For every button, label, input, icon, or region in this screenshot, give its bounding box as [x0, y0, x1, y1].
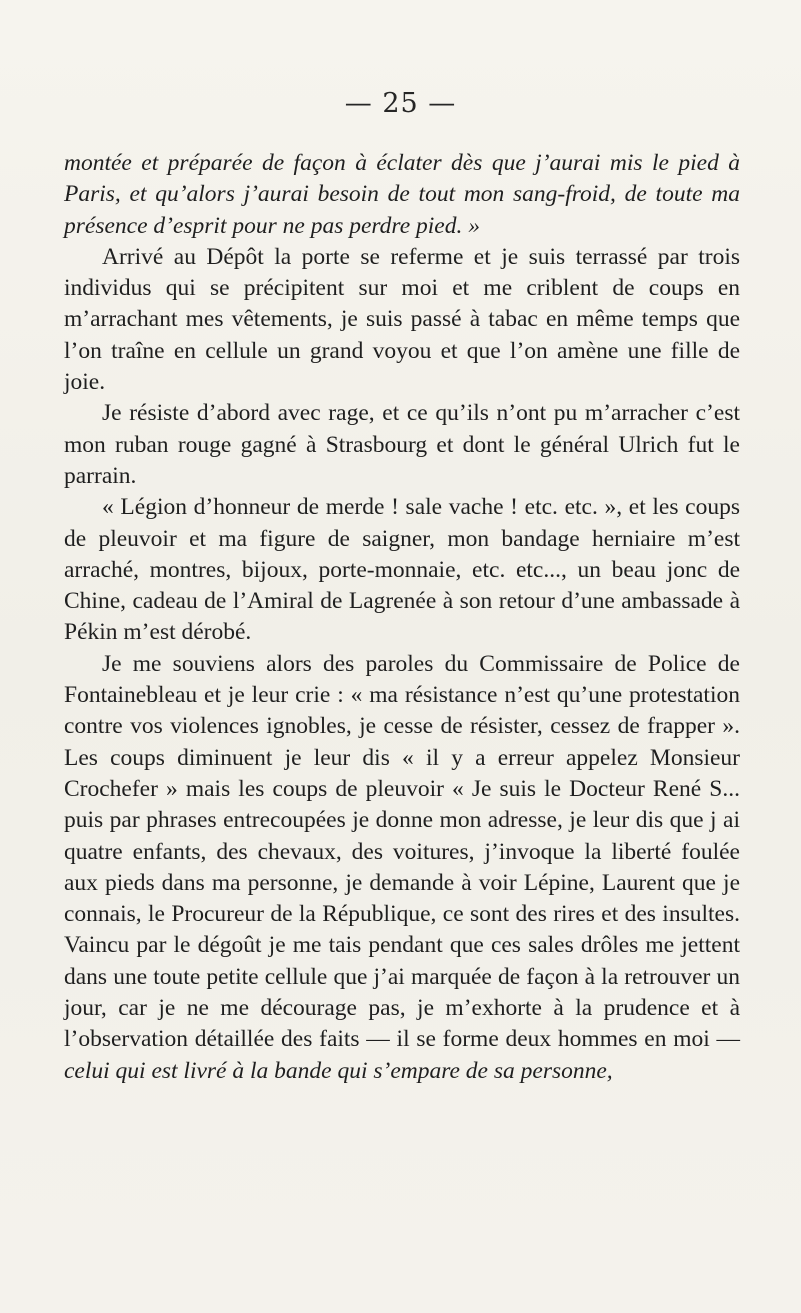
paragraph-3: Je résiste d’abord avec rage, et ce qu’ils n’ont pu m’arracher c’est mon ruban rouge gagné à Strasbourg et dont le général Ulrich fut le parrain.: [64, 400, 740, 489]
paragraph-5-main: Je me souviens alors des paroles du Commissaire de Police de Fontainebleau et je leur crie : « ma résistance n’est qu’une protestation contre vos violences ignobles, je cesse de résister, cessez de frapper ». Les coups diminuent je leur dis « il y a erreur appelez Monsieur Crochefer » mais les coups de pleuvoir « Je suis le Docteur René S... puis par phrases entrecoupées je donne mon adresse, je leur dis que j ai quatre enfants, des chevaux, des voitures, j’invoque la liberté foulée aux pieds dans ma personne, je demande à voir Lépine, Laurent que je connais, le Procureur de la République, ce sont des rires et des insultes. Vaincu par le dégoût je me tais pendant que ces sales drôles me jettent dans une toute petite cellule que j’ai marquée de façon à la retrouver un jour, car je ne me décourage pas, je m’exhorte à la prudence et à l’observation détaillée des faits — il se forme deux hommes en moi —: [64, 650, 740, 1053]
paragraph-1: montée et préparée de façon à éclater dès que j’aurai mis le pied à Paris, et qu’alors j’aurai besoin de tout mon sang-froid, de toute ma présence d’esprit pour ne pas perdre pied. »: [64, 150, 740, 239]
paragraph-5-italic-ending: celui qui est livré à la bande qui s’empare de sa personne,: [64, 1057, 613, 1084]
paragraph-2: Arrivé au Dépôt la porte se referme et je suis terrassé par trois individus qui se précipitent sur moi et me criblent de coups en m’arrachant mes vêtements, je suis passé à tabac en même temps que l’on traîne en cellule un grand voyou et que l’on amène une fille de joie.: [64, 243, 740, 396]
body-text: [64, 148, 740, 1087]
paragraph-5: [64, 649, 740, 1087]
paragraph-4: « Légion d’honneur de merde ! sale vache ! etc. etc. », et les coups de pleuvoir et ma figure de saigner, mon bandage herniaire m’est arraché, montres, bijoux, porte-monnaie, etc. etc..., un beau jonc de Chine, cadeau de l’Amiral de Lagrenée à son retour d’une ambassade à Pékin m’est dérobé.: [64, 494, 740, 646]
page-number: — 25 —: [344, 88, 457, 119]
